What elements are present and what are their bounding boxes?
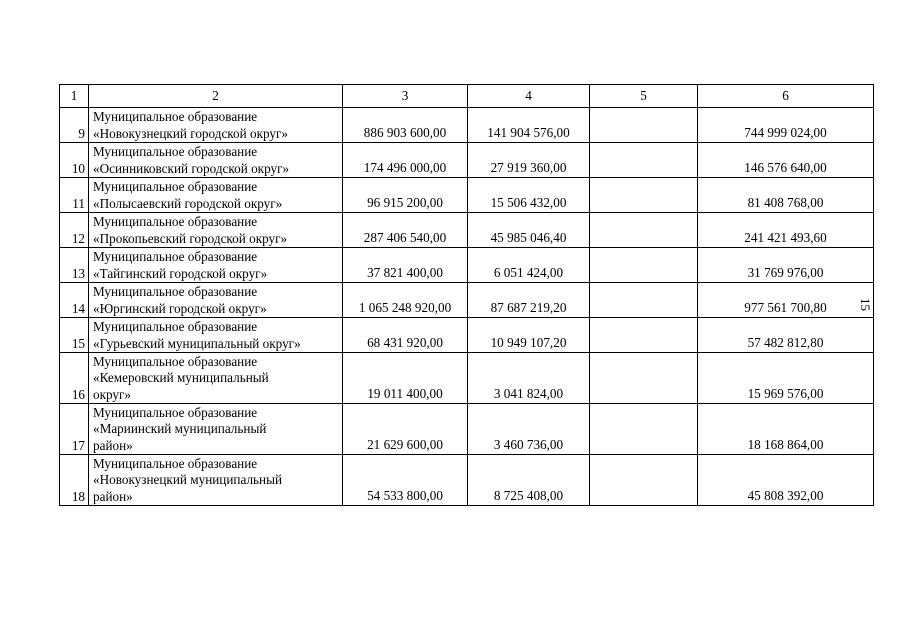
value-col-4: 8 725 408,00	[468, 455, 590, 506]
header-cell-2: 2	[89, 85, 343, 108]
municipality-name	[89, 143, 343, 178]
municipality-name	[89, 318, 343, 353]
value-col-6: 18 168 864,00	[698, 404, 874, 455]
table-row	[60, 455, 874, 506]
municipality-name-line: «Новокузнецкий городской округ»	[93, 125, 288, 141]
header-row	[60, 85, 874, 108]
value-col-4: 87 687 219,20	[468, 283, 590, 318]
value-col-3: 54 533 800,00	[343, 455, 468, 506]
value-col-5	[590, 213, 698, 248]
value-col-6: 15 969 576,00	[698, 353, 874, 404]
value-col-3: 96 915 200,00	[343, 178, 468, 213]
municipality-name-line: Муниципальное образование	[93, 144, 258, 159]
table-row	[60, 143, 874, 178]
value-col-4: 6 051 424,00	[468, 248, 590, 283]
header-cell-4: 4	[468, 85, 590, 108]
table-row	[60, 108, 874, 143]
value-col-3: 174 496 000,00	[343, 143, 468, 178]
municipality-name-line: «Гурьевский муниципальный округ»	[93, 335, 301, 351]
municipality-name	[89, 108, 343, 143]
value-col-4: 3 460 736,00	[468, 404, 590, 455]
value-col-3: 287 406 540,00	[343, 213, 468, 248]
municipality-name-line: Муниципальное образование	[93, 404, 258, 420]
value-col-4: 3 041 824,00	[468, 353, 590, 404]
row-number: 18	[60, 455, 89, 506]
value-col-4: 15 506 432,00	[468, 178, 590, 213]
value-col-3: 886 903 600,00	[343, 108, 468, 143]
municipality-name-line: Муниципальное образование	[93, 455, 258, 471]
municipality-name	[89, 213, 343, 248]
municipality-name-line: Муниципальное образование	[93, 353, 258, 369]
row-number: 17	[60, 404, 89, 455]
table-body	[60, 85, 874, 506]
municipality-name-line: «Мариинский муниципальный	[93, 421, 267, 436]
row-number: 11	[60, 178, 89, 213]
header-cell-5: 5	[590, 85, 698, 108]
municipality-name-line: район»	[93, 437, 133, 453]
value-col-3: 21 629 600,00	[343, 404, 468, 455]
municipality-name	[89, 404, 343, 455]
municipality-name-line: Муниципальное образование	[93, 179, 258, 194]
header-cell-1: 1	[60, 85, 89, 108]
municipality-name-line: Муниципальное образование	[93, 284, 258, 299]
budget-table	[59, 84, 874, 506]
table-row	[60, 213, 874, 248]
municipality-name-line: «Новокузнецкий муниципальный	[93, 472, 283, 487]
row-number: 14	[60, 283, 89, 318]
value-col-5	[590, 143, 698, 178]
table-row	[60, 283, 874, 318]
row-number: 12	[60, 213, 89, 248]
value-col-3: 19 011 400,00	[343, 353, 468, 404]
municipality-name-line: Муниципальное образование	[93, 249, 258, 264]
value-col-5	[590, 404, 698, 455]
municipality-name	[89, 455, 343, 506]
row-number: 9	[60, 108, 89, 143]
value-col-3: 37 821 400,00	[343, 248, 468, 283]
page-number: 15	[858, 298, 873, 311]
value-col-3: 1 065 248 920,00	[343, 283, 468, 318]
municipality-name-line: район»	[93, 488, 133, 504]
municipality-name	[89, 248, 343, 283]
value-col-4: 141 904 576,00	[468, 108, 590, 143]
row-number: 15	[60, 318, 89, 353]
value-col-6: 31 769 976,00	[698, 248, 874, 283]
municipality-name-line: Муниципальное образование	[93, 109, 258, 124]
municipality-name-line: «Осинниковский городской округ»	[93, 160, 290, 176]
value-col-6: 81 408 768,00	[698, 178, 874, 213]
municipality-name-line: «Полысаевский городской округ»	[93, 195, 283, 211]
value-col-5	[590, 108, 698, 143]
header-cell-6: 6	[698, 85, 874, 108]
municipality-name-line: Муниципальное образование	[93, 214, 258, 229]
municipality-name-line: «Юргинский городской округ»	[93, 300, 267, 316]
municipality-name	[89, 178, 343, 213]
municipality-name-line: округ»	[93, 386, 132, 402]
table-row	[60, 248, 874, 283]
value-col-5	[590, 283, 698, 318]
municipality-name	[89, 353, 343, 404]
value-col-4: 10 949 107,20	[468, 318, 590, 353]
header-cell-3: 3	[343, 85, 468, 108]
value-col-6: 744 999 024,00	[698, 108, 874, 143]
municipality-name-line: «Прокопьевский городской округ»	[93, 230, 288, 246]
municipality-name-line: «Кемеровский муниципальный	[93, 370, 269, 385]
value-col-5	[590, 353, 698, 404]
value-col-6: 977 561 700,80	[698, 283, 874, 318]
table-row	[60, 353, 874, 404]
value-col-6: 241 421 493,60	[698, 213, 874, 248]
row-number: 10	[60, 143, 89, 178]
value-col-4: 45 985 046,40	[468, 213, 590, 248]
row-number: 13	[60, 248, 89, 283]
value-col-5	[590, 455, 698, 506]
value-col-5	[590, 178, 698, 213]
row-number: 16	[60, 353, 89, 404]
value-col-4: 27 919 360,00	[468, 143, 590, 178]
municipality-name-line: «Тайгинский городской округ»	[93, 265, 268, 281]
value-col-5	[590, 318, 698, 353]
municipality-name	[89, 283, 343, 318]
value-col-5	[590, 248, 698, 283]
table-row	[60, 178, 874, 213]
table-row	[60, 404, 874, 455]
table-row	[60, 318, 874, 353]
value-col-6: 146 576 640,00	[698, 143, 874, 178]
value-col-6: 57 482 812,80	[698, 318, 874, 353]
municipality-name-line: Муниципальное образование	[93, 319, 258, 334]
value-col-3: 68 431 920,00	[343, 318, 468, 353]
value-col-6: 45 808 392,00	[698, 455, 874, 506]
